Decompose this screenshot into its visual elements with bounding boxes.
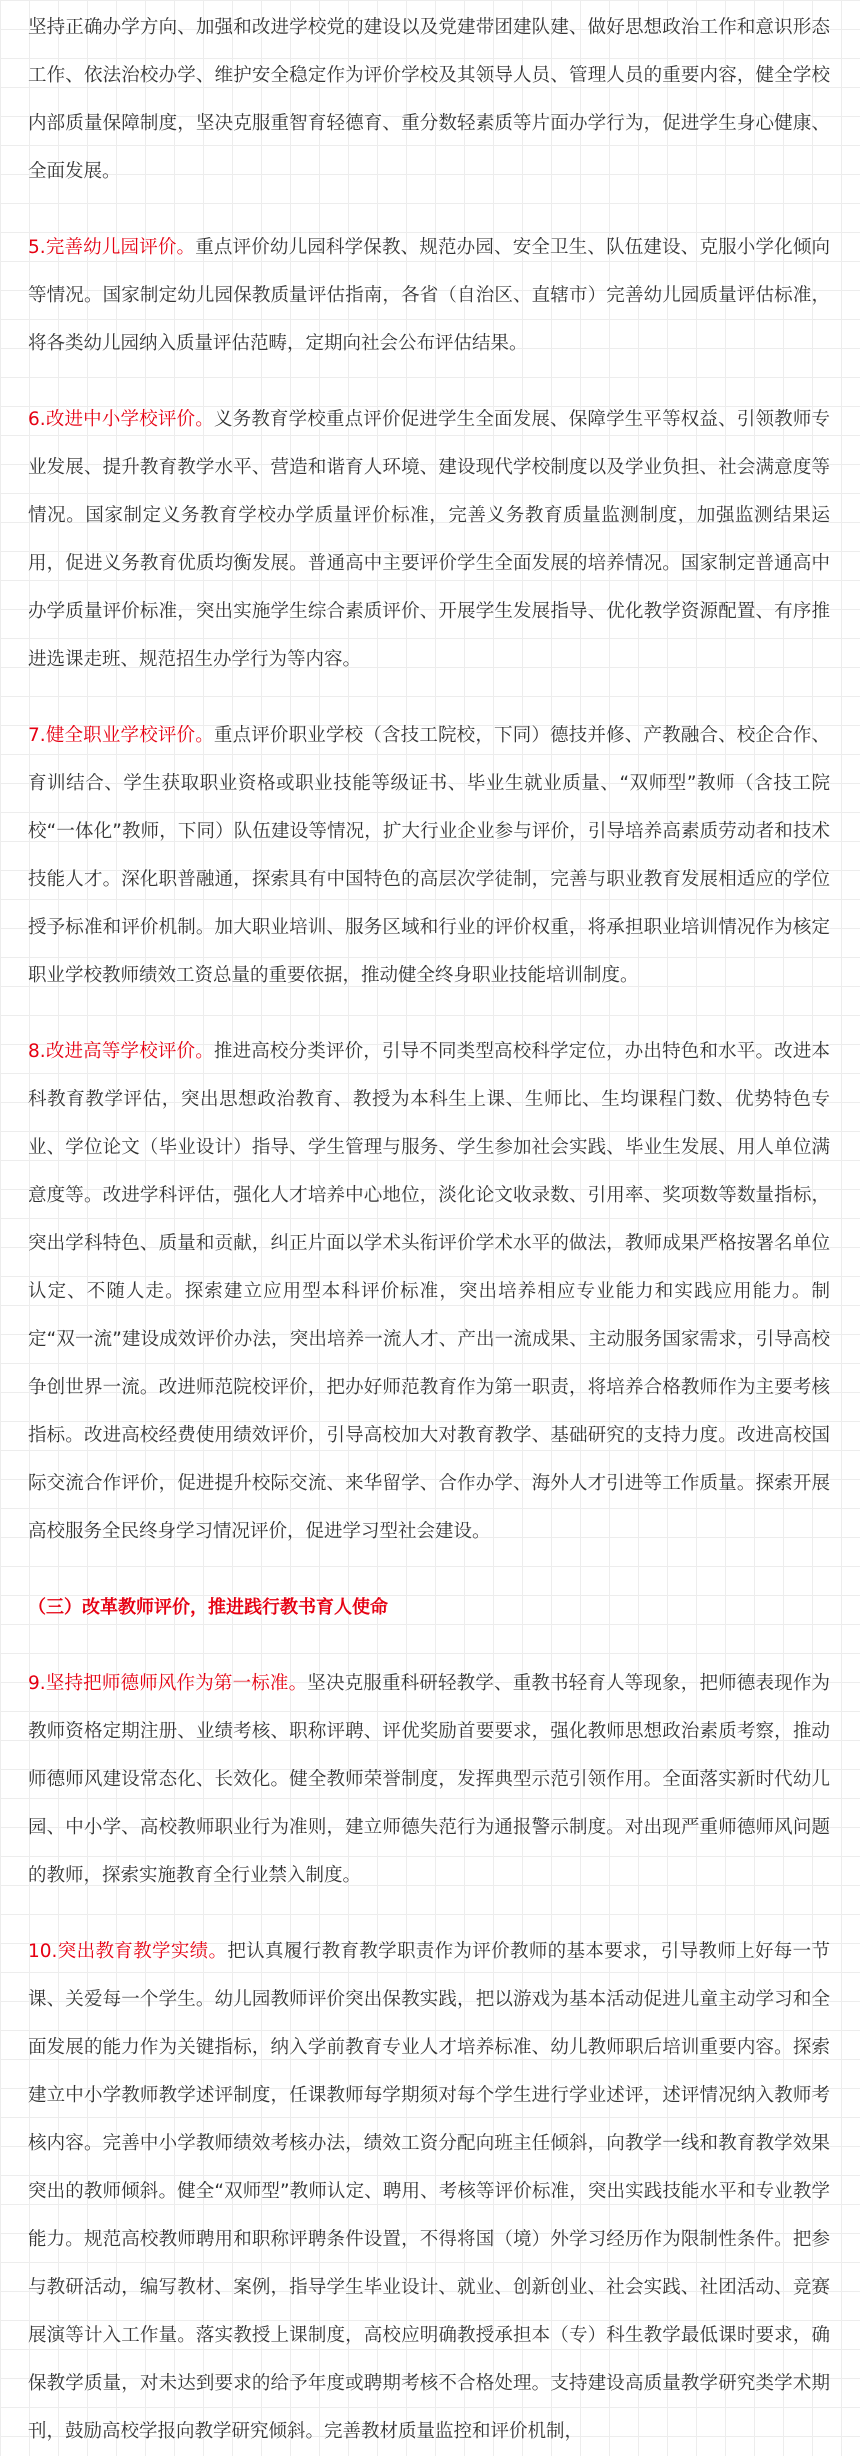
paragraph-lead: 6.改进中小学校评价。 xyxy=(28,409,214,430)
document-body xyxy=(0,4,860,2456)
paragraph-vocational-evaluation xyxy=(28,712,830,1000)
paragraph-primary-secondary-evaluation xyxy=(28,396,830,684)
paragraph-lead: 10.突出教育教学实绩。 xyxy=(28,1941,228,1962)
paragraph-text: 重点评价职业学校（含技工院校，下同）德技并修、产教融合、校企合作、育训结合、学生获取职业资格或职业技能等级证书、毕业生就业质量、“双师型”教师（含技工院校“一体化”教师，下同）队伍建设等情况，扩大行业企业参与评价，引导培养高素质劳动者和技术技能人才。深化职普融通，探索具有中国特色的高层次学徒制，完善与职业教育发展相适应的学位授予标准和评价机制。加大职业培训、服务区域和行业的评价权重，将承担职业培训情况作为核定职业学校教师绩效工资总量的重要依据，推动健全终身职业技能培训制度。 xyxy=(28,725,830,986)
paragraph-text: 把认真履行教育教学职责作为评价教师的基本要求，引导教师上好每一节课、关爱每一个学生。幼儿园教师评价突出保教实践，把以游戏为基本活动促进儿童主动学习和全面发展的能力作为关键指标，纳入学前教育专业人才培养标准、幼儿教师职后培训重要内容。探索建立中小学教师教学述评制度，任课教师每学期须对每个学生进行学业述评，述评情况纳入教师考核内容。完善中小学教师绩效考核办法，绩效工资分配向班主任倾斜，向教学一线和教育教学效果突出的教师倾斜。健全“双师型”教师认定、聘用、考核等评价标准，突出实践技能水平和专业教学能力。规范高校教师聘用和职称评聘条件设置，不得将国（境）外学习经历作为限制性条件。把参与教研活动，编写教材、案例，指导学生毕业设计、就业、创新创业、社会实践、社团活动、竞赛展演等计入工作量。落实教授上课制度，高校应明确教授承担本（专）科生教学最低课时要求，确保教学质量，对未达到要求的给予年度或聘期考核不合格处理。支持建设高质量教学研究类学术期刊，鼓励高校学报向教学研究倾斜。完善教材质量监控和评价机制， xyxy=(28,1941,830,2442)
paragraph-text: 义务教育学校重点评价促进学生全面发展、保障学生平等权益、引领教师专业发展、提升教育教学水平、营造和谐育人环境、建设现代学校制度以及学业负担、社会满意度等情况。国家制定义务教育学校办学质量评价标准，完善义务教育质量监测制度，加强监测结果运用，促进义务教育优质均衡发展。普通高中主要评价学生全面发展的培养情况。国家制定普通高中办学质量评价标准，突出实施学生综合素质评价、开展学生发展指导、优化教学资源配置、有序推进选课走班、规范招生办学行为等内容。 xyxy=(28,409,830,670)
paragraph-text: 重点评价幼儿园科学保教、规范办园、安全卫生、队伍建设、克服小学化倾向等情况。国家制定幼儿园保教质量评估指南，各省（自治区、直辖市）完善幼儿园质量评估标准，将各类幼儿园纳入质量评估范畴，定期向社会公布评估结果。 xyxy=(28,237,830,354)
paragraph-text: 坚持正确办学方向、加强和改进学校党的建设以及党建带团建队建、做好思想政治工作和意识形态工作、依法治校办学、维护安全稳定作为评价学校及其领导人员、管理人员的重要内容，健全学校内部质量保障制度，坚决克服重智育轻德育、重分数轻素质等片面办学行为，促进学生身心健康、全面发展。 xyxy=(28,17,830,182)
paragraph-lead: 9.坚持把师德师风作为第一标准。 xyxy=(28,1673,308,1694)
section-heading: （三）改革教师评价，推进践行教书育人使命 xyxy=(28,1597,388,1618)
paragraph-teacher-ethics xyxy=(28,1660,830,1900)
paragraph-higher-education-evaluation xyxy=(28,1028,830,1556)
paragraph-lead: 7.健全职业学校评价。 xyxy=(28,725,214,746)
paragraph-teaching-performance xyxy=(28,1928,830,2456)
paragraph-text: 坚决克服重科研轻教学、重教书轻育人等现象，把师德表现作为教师资格定期注册、业绩考核、职称评聘、评优奖励首要要求，强化教师思想政治素质考察，推动师德师风建设常态化、长效化。健全教师荣誉制度，发挥典型示范引领作用。全面落实新时代幼儿园、中小学、高校教师职业行为准则，建立师德失范行为通报警示制度。对出现严重师德师风问题的教师，探索实施教育全行业禁入制度。 xyxy=(28,1673,830,1886)
paragraph-kindergarten-evaluation xyxy=(28,224,830,368)
paragraph-school-party-building xyxy=(28,4,830,196)
paragraph-lead: 5.完善幼儿园评价。 xyxy=(28,237,196,258)
paragraph-lead: 8.改进高等学校评价。 xyxy=(28,1041,214,1062)
paragraph-text: 推进高校分类评价，引导不同类型高校科学定位，办出特色和水平。改进本科教育教学评估，突出思想政治教育、教授为本科生上课、生师比、生均课程门数、优势特色专业、学位论文（毕业设计）指导、学生管理与服务、学生参加社会实践、毕业生发展、用人单位满意度等。改进学科评估，强化人才培养中心地位，淡化论文收录数、引用率、奖项数等数量指标，突出学科特色、质量和贡献，纠正片面以学术头衔评价学术水平的做法，教师成果严格按署名单位认定、不随人走。探索建立应用型本科评价标准，突出培养相应专业能力和实践应用能力。制定“双一流”建设成效评价办法，突出培养一流人才、产出一流成果、主动服务国家需求，引导高校争创世界一流。改进师范院校评价，把办好师范教育作为第一职责，将培养合格教师作为主要考核指标。改进高校经费使用绩效评价，引导高校加大对教育教学、基础研究的支持力度。改进高校国际交流合作评价，促进提升校际交流、来华留学、合作办学、海外人才引进等工作质量。探索开展高校服务全民终身学习情况评价，促进学习型社会建设。 xyxy=(28,1041,830,1542)
